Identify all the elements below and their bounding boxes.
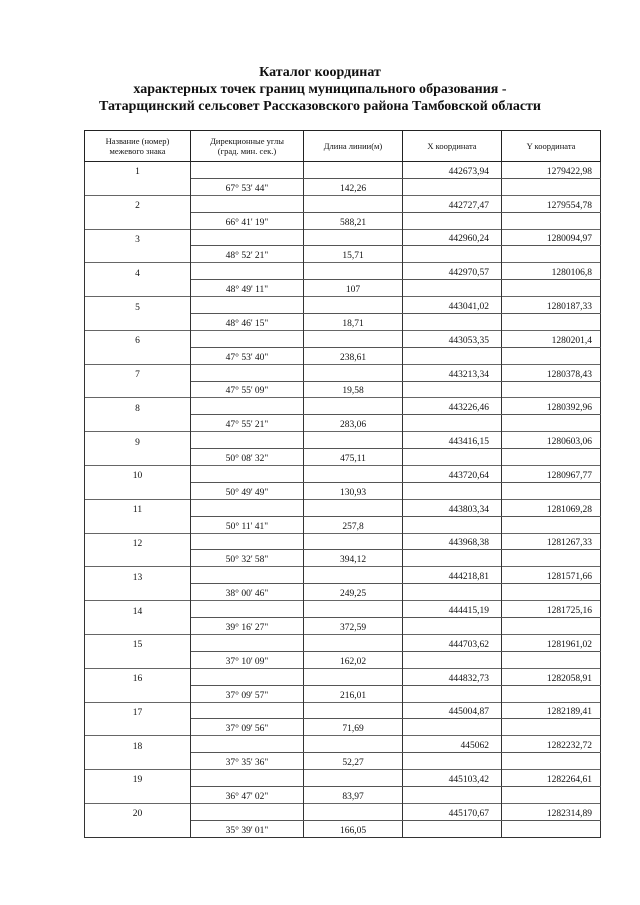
point-name: 18 xyxy=(85,736,191,753)
empty-cell xyxy=(304,736,403,753)
empty-cell xyxy=(85,314,191,331)
point-name: 15 xyxy=(85,634,191,651)
empty-cell xyxy=(502,347,601,364)
table-row xyxy=(85,178,601,195)
direction-angle: 50° 11' 41" xyxy=(191,516,304,533)
table-row xyxy=(85,432,601,449)
empty-cell xyxy=(403,618,502,635)
empty-cell xyxy=(191,466,304,483)
empty-cell xyxy=(85,381,191,398)
point-name: 19 xyxy=(85,770,191,787)
direction-angle: 37° 10' 09" xyxy=(191,651,304,668)
empty-cell xyxy=(304,364,403,381)
direction-angle: 50° 32' 58" xyxy=(191,550,304,567)
point-name: 10 xyxy=(85,466,191,483)
table-row xyxy=(85,753,601,770)
table-row xyxy=(85,719,601,736)
table-row xyxy=(85,685,601,702)
header-angle xyxy=(191,131,304,162)
line-length: 18,71 xyxy=(304,314,403,331)
direction-angle: 67° 53' 44" xyxy=(191,178,304,195)
empty-cell xyxy=(304,803,403,820)
empty-cell xyxy=(502,685,601,702)
y-coordinate: 1280603,06 xyxy=(502,432,601,449)
line-length: 19,58 xyxy=(304,381,403,398)
empty-cell xyxy=(191,601,304,618)
direction-angle: 37° 35' 36" xyxy=(191,753,304,770)
empty-cell xyxy=(502,516,601,533)
table-row xyxy=(85,314,601,331)
line-length: 588,21 xyxy=(304,212,403,229)
point-name: 5 xyxy=(85,297,191,314)
line-length: 475,11 xyxy=(304,449,403,466)
direction-angle: 47° 53' 40" xyxy=(191,347,304,364)
direction-angle: 47° 55' 21" xyxy=(191,415,304,432)
title-line-3: Татарщинский сельсовет Рассказовского района Тамбовской области xyxy=(98,99,542,114)
empty-cell xyxy=(191,398,304,415)
table-row xyxy=(85,533,601,550)
empty-cell xyxy=(85,685,191,702)
y-coordinate: 1279422,98 xyxy=(502,162,601,179)
y-coordinate: 1282314,89 xyxy=(502,803,601,820)
y-coordinate: 1281571,66 xyxy=(502,567,601,584)
empty-cell xyxy=(191,668,304,685)
empty-cell xyxy=(502,314,601,331)
y-coordinate: 1280967,77 xyxy=(502,466,601,483)
empty-cell xyxy=(85,618,191,635)
direction-angle: 39° 16' 27" xyxy=(191,618,304,635)
empty-cell xyxy=(403,550,502,567)
empty-cell xyxy=(502,786,601,803)
x-coordinate: 443053,35 xyxy=(403,330,502,347)
x-coordinate: 445170,67 xyxy=(403,803,502,820)
empty-cell xyxy=(191,499,304,516)
header-name-line-1: Название (номер) xyxy=(105,136,170,146)
empty-cell xyxy=(85,246,191,263)
x-coordinate: 442727,47 xyxy=(403,195,502,212)
y-coordinate: 1281725,16 xyxy=(502,601,601,618)
table-row xyxy=(85,584,601,601)
empty-cell xyxy=(191,432,304,449)
empty-cell xyxy=(85,482,191,499)
x-coordinate: 442960,24 xyxy=(403,229,502,246)
table-row xyxy=(85,398,601,415)
table-row xyxy=(85,280,601,297)
table-row xyxy=(85,449,601,466)
line-length: 257,8 xyxy=(304,516,403,533)
header-name xyxy=(85,131,191,162)
table-row xyxy=(85,736,601,753)
line-length: 238,61 xyxy=(304,347,403,364)
table-row xyxy=(85,246,601,263)
title-line-2: характерных точек границ муниципального образования - xyxy=(133,82,507,97)
line-length: 130,93 xyxy=(304,482,403,499)
empty-cell xyxy=(403,786,502,803)
x-coordinate: 443416,15 xyxy=(403,432,502,449)
empty-cell xyxy=(502,449,601,466)
point-name: 1 xyxy=(85,162,191,179)
point-name: 9 xyxy=(85,432,191,449)
empty-cell xyxy=(85,753,191,770)
empty-cell xyxy=(304,398,403,415)
table-row xyxy=(85,162,601,179)
empty-cell xyxy=(403,280,502,297)
table-row xyxy=(85,803,601,820)
header-length: Длина линии(м) xyxy=(304,131,403,162)
empty-cell xyxy=(85,178,191,195)
table-header-row xyxy=(85,131,601,162)
line-length: 249,25 xyxy=(304,584,403,601)
empty-cell xyxy=(85,820,191,837)
point-name: 12 xyxy=(85,533,191,550)
x-coordinate: 443803,34 xyxy=(403,499,502,516)
direction-angle: 50° 49' 49" xyxy=(191,482,304,499)
y-coordinate: 1280187,33 xyxy=(502,297,601,314)
empty-cell xyxy=(403,516,502,533)
empty-cell xyxy=(403,415,502,432)
y-coordinate: 1282189,41 xyxy=(502,702,601,719)
empty-cell xyxy=(191,533,304,550)
line-length: 162,02 xyxy=(304,651,403,668)
empty-cell xyxy=(304,702,403,719)
empty-cell xyxy=(191,297,304,314)
empty-cell xyxy=(502,651,601,668)
header-y: Y координата xyxy=(502,131,601,162)
x-coordinate: 443041,02 xyxy=(403,297,502,314)
line-length: 107 xyxy=(304,280,403,297)
empty-cell xyxy=(191,364,304,381)
empty-cell xyxy=(304,770,403,787)
table-row xyxy=(85,499,601,516)
empty-cell xyxy=(304,297,403,314)
table-row xyxy=(85,786,601,803)
empty-cell xyxy=(304,533,403,550)
table-row xyxy=(85,229,601,246)
table-row xyxy=(85,668,601,685)
empty-cell xyxy=(403,719,502,736)
header-name-line-2: межевого знака xyxy=(109,146,166,156)
empty-cell xyxy=(304,567,403,584)
empty-cell xyxy=(502,482,601,499)
point-name: 6 xyxy=(85,330,191,347)
line-length: 71,69 xyxy=(304,719,403,736)
empty-cell xyxy=(304,499,403,516)
y-coordinate: 1282264,61 xyxy=(502,770,601,787)
empty-cell xyxy=(85,516,191,533)
point-name: 7 xyxy=(85,364,191,381)
table-row xyxy=(85,381,601,398)
line-length: 216,01 xyxy=(304,685,403,702)
empty-cell xyxy=(191,330,304,347)
line-length: 142,26 xyxy=(304,178,403,195)
direction-angle: 48° 52' 21" xyxy=(191,246,304,263)
direction-angle: 48° 49' 11" xyxy=(191,280,304,297)
direction-angle: 47° 55' 09" xyxy=(191,381,304,398)
table-row xyxy=(85,770,601,787)
line-length: 52,27 xyxy=(304,753,403,770)
empty-cell xyxy=(403,347,502,364)
document-title xyxy=(0,64,640,115)
empty-cell xyxy=(502,820,601,837)
y-coordinate: 1280094,97 xyxy=(502,229,601,246)
x-coordinate: 445004,87 xyxy=(403,702,502,719)
x-coordinate: 444218,81 xyxy=(403,567,502,584)
x-coordinate: 444832,73 xyxy=(403,668,502,685)
table-row xyxy=(85,550,601,567)
table-row xyxy=(85,415,601,432)
coordinate-catalog-table xyxy=(84,130,601,838)
x-coordinate: 442970,57 xyxy=(403,263,502,280)
direction-angle: 48° 46' 15" xyxy=(191,314,304,331)
point-name: 8 xyxy=(85,398,191,415)
table-row xyxy=(85,634,601,651)
table-row xyxy=(85,820,601,837)
direction-angle: 36° 47' 02" xyxy=(191,786,304,803)
empty-cell xyxy=(304,432,403,449)
point-name: 2 xyxy=(85,195,191,212)
empty-cell xyxy=(191,702,304,719)
empty-cell xyxy=(85,719,191,736)
y-coordinate: 1279554,78 xyxy=(502,195,601,212)
empty-cell xyxy=(191,634,304,651)
table-row xyxy=(85,601,601,618)
table-row xyxy=(85,347,601,364)
direction-angle: 38° 00' 46" xyxy=(191,584,304,601)
y-coordinate: 1280201,4 xyxy=(502,330,601,347)
empty-cell xyxy=(191,567,304,584)
y-coordinate: 1282232,72 xyxy=(502,736,601,753)
empty-cell xyxy=(191,770,304,787)
empty-cell xyxy=(304,330,403,347)
empty-cell xyxy=(304,263,403,280)
empty-cell xyxy=(403,482,502,499)
empty-cell xyxy=(85,550,191,567)
table-row xyxy=(85,618,601,635)
table-row xyxy=(85,297,601,314)
empty-cell xyxy=(85,786,191,803)
empty-cell xyxy=(403,178,502,195)
empty-cell xyxy=(191,195,304,212)
title-line-1: Каталог координат xyxy=(259,65,381,80)
direction-angle: 50° 08' 32" xyxy=(191,449,304,466)
empty-cell xyxy=(85,280,191,297)
empty-cell xyxy=(85,415,191,432)
table-row xyxy=(85,482,601,499)
point-name: 20 xyxy=(85,803,191,820)
empty-cell xyxy=(502,178,601,195)
empty-cell xyxy=(403,314,502,331)
empty-cell xyxy=(191,229,304,246)
direction-angle: 37° 09' 57" xyxy=(191,685,304,702)
empty-cell xyxy=(403,753,502,770)
header-x: X координата xyxy=(403,131,502,162)
header-angle-line-2: (град. мин. сек.) xyxy=(217,146,277,156)
empty-cell xyxy=(304,634,403,651)
empty-cell xyxy=(502,212,601,229)
empty-cell xyxy=(502,584,601,601)
table-row xyxy=(85,516,601,533)
x-coordinate: 443720,64 xyxy=(403,466,502,483)
point-name: 13 xyxy=(85,567,191,584)
empty-cell xyxy=(403,381,502,398)
empty-cell xyxy=(85,212,191,229)
x-coordinate: 445103,42 xyxy=(403,770,502,787)
line-length: 394,12 xyxy=(304,550,403,567)
empty-cell xyxy=(403,820,502,837)
x-coordinate: 443968,38 xyxy=(403,533,502,550)
line-length: 283,06 xyxy=(304,415,403,432)
empty-cell xyxy=(191,162,304,179)
empty-cell xyxy=(304,601,403,618)
point-name: 3 xyxy=(85,229,191,246)
empty-cell xyxy=(502,753,601,770)
table-row xyxy=(85,651,601,668)
y-coordinate: 1280392,96 xyxy=(502,398,601,415)
empty-cell xyxy=(502,719,601,736)
table-row xyxy=(85,466,601,483)
y-coordinate: 1280378,43 xyxy=(502,364,601,381)
point-name: 11 xyxy=(85,499,191,516)
table-row xyxy=(85,212,601,229)
direction-angle: 66° 41' 19" xyxy=(191,212,304,229)
direction-angle: 37° 09' 56" xyxy=(191,719,304,736)
empty-cell xyxy=(304,229,403,246)
empty-cell xyxy=(502,246,601,263)
point-name: 14 xyxy=(85,601,191,618)
empty-cell xyxy=(403,685,502,702)
empty-cell xyxy=(304,466,403,483)
empty-cell xyxy=(403,584,502,601)
empty-cell xyxy=(502,415,601,432)
point-name: 17 xyxy=(85,702,191,719)
line-length: 166,05 xyxy=(304,820,403,837)
empty-cell xyxy=(85,651,191,668)
empty-cell xyxy=(85,584,191,601)
empty-cell xyxy=(304,668,403,685)
x-coordinate: 444415,19 xyxy=(403,601,502,618)
point-name: 16 xyxy=(85,668,191,685)
empty-cell xyxy=(403,212,502,229)
point-name: 4 xyxy=(85,263,191,280)
empty-cell xyxy=(191,736,304,753)
empty-cell xyxy=(502,280,601,297)
empty-cell xyxy=(85,347,191,364)
header-angle-line-1: Дирекционные углы xyxy=(210,136,284,146)
direction-angle: 35° 39' 01" xyxy=(191,820,304,837)
empty-cell xyxy=(403,449,502,466)
x-coordinate: 443213,34 xyxy=(403,364,502,381)
empty-cell xyxy=(304,162,403,179)
y-coordinate: 1281267,33 xyxy=(502,533,601,550)
empty-cell xyxy=(403,651,502,668)
table-row xyxy=(85,364,601,381)
empty-cell xyxy=(85,449,191,466)
x-coordinate: 444703,62 xyxy=(403,634,502,651)
table-row xyxy=(85,567,601,584)
line-length: 372,59 xyxy=(304,618,403,635)
table-row xyxy=(85,263,601,280)
x-coordinate: 445062 xyxy=(403,736,502,753)
empty-cell xyxy=(191,263,304,280)
x-coordinate: 443226,46 xyxy=(403,398,502,415)
y-coordinate: 1281069,28 xyxy=(502,499,601,516)
x-coordinate: 442673,94 xyxy=(403,162,502,179)
line-length: 83,97 xyxy=(304,786,403,803)
table-row xyxy=(85,330,601,347)
empty-cell xyxy=(403,246,502,263)
empty-cell xyxy=(304,195,403,212)
table-row xyxy=(85,702,601,719)
empty-cell xyxy=(502,381,601,398)
y-coordinate: 1280106,8 xyxy=(502,263,601,280)
y-coordinate: 1281961,02 xyxy=(502,634,601,651)
empty-cell xyxy=(191,803,304,820)
table-row xyxy=(85,195,601,212)
empty-cell xyxy=(502,550,601,567)
line-length: 15,71 xyxy=(304,246,403,263)
y-coordinate: 1282058,91 xyxy=(502,668,601,685)
empty-cell xyxy=(502,618,601,635)
